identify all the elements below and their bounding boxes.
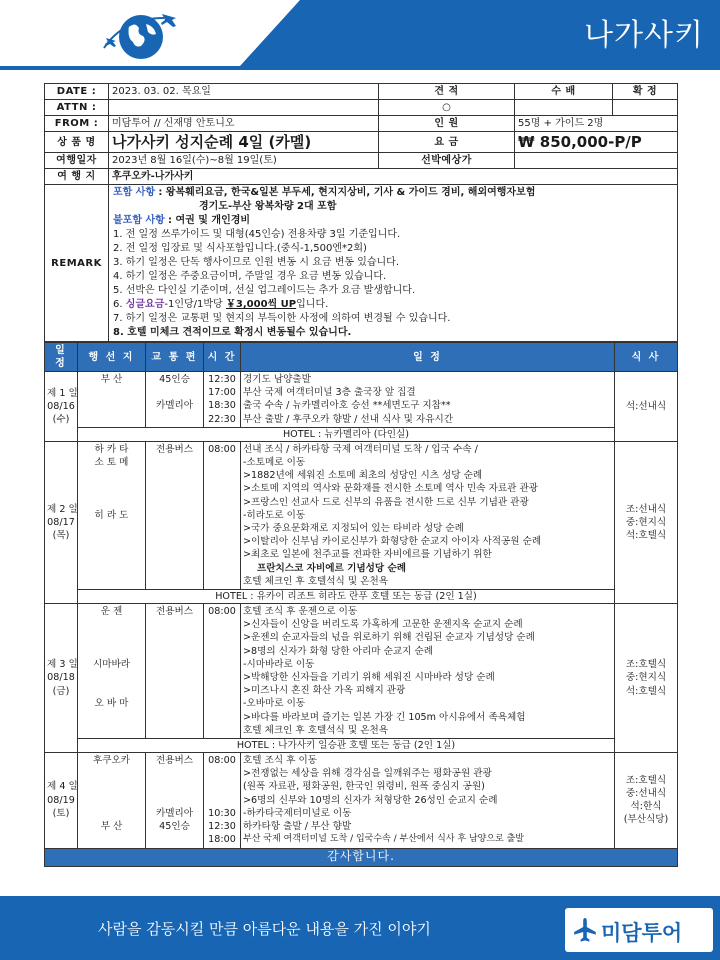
detail-line: >프랑스인 선교사 드로 신부의 유품을 전시한 드로 신부 기념관 관광 <box>243 496 529 508</box>
detail-line: 출국 수속 / 뉴카멜리아호 승선 **세면도구 지참** <box>243 400 451 412</box>
day-meals <box>615 372 678 442</box>
hotel-line: HOTEL : 나가사키 일승관 호텔 또는 동급 (2인 1실) <box>78 739 615 753</box>
day-number: 제 4 일 <box>47 781 78 793</box>
detail-line: >박해당한 신자들을 기리기 위해 세워진 시마바라 성당 순례 <box>243 672 495 684</box>
region-value: 후쿠오카-나가사키 <box>109 169 678 185</box>
place: 시마바라 <box>92 658 131 670</box>
status-mark: ○ <box>379 100 515 116</box>
detail-line: >8명의 신자가 화형 당한 아리마 순교지 순례 <box>243 645 433 657</box>
include-line <box>113 186 673 200</box>
detail-line: 부산 국제 여객터미널 도착 / 입국수속 / 부산에서 식사 후 남양으로 출발 <box>243 834 524 845</box>
day-weekday: (목) <box>52 530 70 542</box>
meal: 중:선내식 <box>625 788 667 800</box>
status-header-quote: 견 적 <box>379 84 515 100</box>
detail-line: >소토메 지역의 역사와 문화재를 전시한 소토메 역사 민속 자료관 관광 <box>243 483 538 495</box>
detail-line: 호텔 체크인 후 호텔석식 및 온천욕 <box>243 724 388 736</box>
day-weekday: (수) <box>52 414 70 425</box>
time: 12:30 <box>208 821 236 833</box>
transport: 45인승 <box>159 821 190 833</box>
page-title: 나가사키 <box>584 18 704 53</box>
item6-single: 싱글요금 <box>125 299 165 310</box>
time: 10:30 <box>208 807 236 819</box>
day-transport <box>146 441 204 589</box>
detail-line: >신자들이 신앙을 버리도록 가혹하게 고문한 운젠지옥 순교지 순례 <box>243 619 523 631</box>
day-date: 08/17 <box>47 516 75 528</box>
meal: 석:호텔식 <box>625 685 667 697</box>
info-table <box>44 83 678 342</box>
detail-line: >6명의 신부와 10명의 신자가 처형당한 26성인 순교지 순례 <box>243 794 498 806</box>
place: 부 산 <box>100 821 123 833</box>
meal: 조:호텔식 <box>625 659 667 671</box>
day-number: 제 1 일 <box>47 387 78 399</box>
remark-item-4: 4. 하기 일정은 주중요금이며, 주말일 경우 요금 변동 있습니다. <box>113 271 387 282</box>
thanks-banner: 감사합니다. <box>45 848 678 866</box>
ship-label: 선박예상가 <box>379 153 515 169</box>
day-meals <box>615 604 678 753</box>
day-meals <box>615 753 678 848</box>
time: 08:00 <box>208 606 236 618</box>
time: 18:30 <box>208 400 236 412</box>
sched-header-place: 행 선 지 <box>78 343 146 372</box>
meal: 석:한식 <box>630 801 662 813</box>
detail-line: 하카타항 출발 / 부산 향발 <box>243 821 352 833</box>
place: 하 카 타 <box>94 443 129 455</box>
day-meals <box>615 441 678 603</box>
day-row <box>45 372 678 428</box>
remark-item-6 <box>113 298 673 312</box>
include-label: 포함 사항 <box>113 187 156 198</box>
remark-item-1: 1. 전 일정 쓰루가이드 및 대형(45인승) 전용차량 3일 기준입니다. <box>113 229 401 240</box>
remark-item-3: 3. 하기 일정은 단독 행사이므로 인원 변동 시 요금 변동 있습니다. <box>113 257 400 268</box>
place: 후쿠오카 <box>92 755 131 767</box>
time: 18:00 <box>208 834 236 846</box>
exclude-label: 불포함 사항 <box>113 215 165 226</box>
schedule-table <box>44 342 678 867</box>
item6-prefix: 6. <box>113 299 126 310</box>
time: 22:30 <box>208 413 236 425</box>
globe-plane-icon <box>96 4 186 64</box>
from-value: 미담투어 // 신재명 안토니오 <box>109 116 379 132</box>
day-details <box>241 441 615 589</box>
footer-tagline: 사람을 감동시킬 만큼 아름다운 내용을 가진 이야기 <box>98 920 431 938</box>
day-details <box>241 753 615 848</box>
remark-item-5: 5. 선박은 다인실 기준이며, 선실 업그레이드는 추가 요금 발생합니다. <box>113 285 416 296</box>
day-transport <box>146 372 204 428</box>
transport: 전용버스 <box>155 755 194 767</box>
day-row <box>45 753 678 848</box>
day-label <box>45 372 78 442</box>
detail-line: -소토메로 이동 <box>243 457 306 469</box>
meal: 중:현지식 <box>625 672 667 684</box>
time: 08:00 <box>208 443 236 455</box>
time: 08:00 <box>208 755 236 767</box>
sched-header-detail: 일 정 <box>241 343 615 372</box>
detail-line: 프란치스코 자비에르 기념성당 순례 <box>257 562 407 574</box>
day-row <box>45 441 678 589</box>
from-label: FROM : <box>45 116 109 132</box>
detail-line: >이탈리아 신부님 카이로신부가 화형당한 순교지 아이자 사적공원 순례 <box>243 536 542 548</box>
detail-line: >국가 중요문화재로 지정되어 있는 타비라 성당 순례 <box>243 523 464 535</box>
meal: 석:선내식 <box>625 400 667 412</box>
attn-value <box>109 100 379 116</box>
detail-line: 호텔 체크인 후 호텔석식 및 온천욕 <box>243 575 388 587</box>
quote-document <box>44 83 677 867</box>
day-details <box>241 604 615 739</box>
detail-line: >최초로 일본에 천주교를 전파한 자비에르를 기념하기 위한 <box>243 549 492 561</box>
region-label: 여 행 지 <box>45 169 109 185</box>
attn-label: ATTN : <box>45 100 109 116</box>
detail-line: -시마바라로 이동 <box>243 658 315 670</box>
price-value: ₩ 850,000-P/P <box>515 132 678 153</box>
day-places <box>78 604 146 739</box>
remark-label: REMARK <box>45 185 109 342</box>
date-value: 2023. 03. 02. 목요일 <box>109 84 379 100</box>
detail-line: >1882년에 세워진 소토메 최초의 성당인 시츠 성당 순례 <box>243 470 483 482</box>
day-times <box>204 604 241 739</box>
place: 운 젠 <box>100 606 123 618</box>
status-header-confirm: 확 정 <box>613 84 678 100</box>
detail-line: 선내 조식 / 하카타항 국제 여객터미널 도착 / 입국 수속 / <box>243 443 478 455</box>
time: 12:30 <box>208 374 236 385</box>
day-label <box>45 604 78 753</box>
airplane-icon <box>571 916 599 944</box>
include-text: : 왕복훼리요금, 한국&일본 부두세, 현지지상비, 기사 & 가이드 경비, 해외여행자보험 <box>158 187 536 198</box>
transport: 전용버스 <box>155 606 194 618</box>
period-value: 2023년 8월 16일(수)~8월 19일(토) <box>109 153 379 169</box>
day-places <box>78 441 146 589</box>
status-arrange-cell <box>515 100 613 116</box>
brand-name: 미담투어 <box>601 921 683 945</box>
sched-header-transport: 교 통 편 <box>146 343 204 372</box>
day-times <box>204 753 241 848</box>
exclude-line <box>113 214 673 228</box>
detail-line: -하카타국제터미널로 이동 <box>243 807 352 819</box>
detail-line: 부산 출발 / 후쿠오카 향발 / 선내 식사 및 자유시간 <box>243 413 453 425</box>
item6-mid: -1인당/1박당 <box>164 299 226 310</box>
day-date: 08/18 <box>47 672 75 684</box>
day-details <box>241 372 615 428</box>
remark-item-7: 7. 하기 일정은 교통편 및 현지의 부득이한 사정에 의하여 변경될 수 있습니다. <box>113 313 451 324</box>
transport: 카멜리아 <box>155 807 194 819</box>
detail-line: >운젠의 순교자들의 넋을 위로하기 위해 건립된 순교자 기념성당 순례 <box>243 632 535 644</box>
day-weekday: (금) <box>52 685 70 697</box>
brand-logo <box>565 908 713 952</box>
detail-line: 호텔 조식 후 운젠으로 이동 <box>243 606 358 618</box>
remark-item-8: 8. 호텔 미체크 견적이므로 확정시 변동될수 있습니다. <box>113 327 352 338</box>
day-number: 제 2 일 <box>47 503 78 515</box>
day-label <box>45 441 78 603</box>
day-number: 제 3 일 <box>47 659 78 671</box>
transport: 카멜리아 <box>155 400 194 412</box>
sched-header-time: 시 간 <box>204 343 241 372</box>
date-label: DATE : <box>45 84 109 100</box>
detail-line: >전쟁없는 세상을 위해 경각심을 일깨워주는 평화공원 관광 <box>243 768 492 780</box>
day-weekday: (토) <box>52 807 70 819</box>
day-times <box>204 441 241 589</box>
transport: 45인승 <box>159 374 190 385</box>
item6-amount: ￥3,000씩 UP <box>225 299 297 310</box>
meal: 석:호텔식 <box>625 530 667 542</box>
people-value: 55명 + 가이드 2명 <box>515 116 678 132</box>
time: 17:00 <box>208 387 236 399</box>
product-label: 상 품 명 <box>45 132 109 153</box>
meal: 중:현지식 <box>625 516 667 528</box>
status-confirm-cell <box>613 100 678 116</box>
hotel-line: HOTEL : 유카이 리조트 히라도 란푸 호텔 또는 동급 (2인 1실) <box>78 590 615 604</box>
place: 오 바 마 <box>94 698 129 710</box>
hotel-line: HOTEL : 뉴카멜리아 (다인실) <box>78 427 615 441</box>
meal: 조:호텔식 <box>625 774 667 786</box>
ship-value <box>515 153 678 169</box>
detail-line: >미즈나시 혼진 화산 가옥 피해지 관광 <box>243 685 406 697</box>
price-label: 요 금 <box>379 132 515 153</box>
meal: 조:선내식 <box>625 503 667 515</box>
place: 부 산 <box>100 374 123 385</box>
day-places <box>78 372 146 428</box>
period-label: 여행일자 <box>45 153 109 169</box>
place: 소 토 메 <box>94 457 129 469</box>
detail-line: 경기도 남양출발 <box>243 374 311 385</box>
meal: (부산식당) <box>623 814 669 826</box>
day-row <box>45 604 678 739</box>
sched-header-meal: 식 사 <box>615 343 678 372</box>
day-times <box>204 372 241 428</box>
detail-line: 부산 국제 여객터미널 3층 출국장 앞 집결 <box>243 387 416 399</box>
detail-line: -히라도로 이동 <box>243 509 306 521</box>
transport: 전용버스 <box>155 443 194 455</box>
product-value: 나가사키 성지순례 4일 (카멜) <box>109 132 379 153</box>
detail-line: -오바마로 이동 <box>243 698 306 710</box>
exclude-text: : 여권 및 개인경비 <box>167 215 251 226</box>
day-date: 08/19 <box>47 794 75 806</box>
header-divider <box>0 66 720 70</box>
detail-line: >바다를 바라보며 즐기는 일본 가장 긴 105m 아시유에서 족욕체험 <box>243 711 526 723</box>
day-transport <box>146 753 204 848</box>
detail-line: 호텔 조식 후 이동 <box>243 755 318 767</box>
day-label <box>45 753 78 848</box>
item6-suffix: 입니다. <box>296 299 329 310</box>
day-places <box>78 753 146 848</box>
page-header <box>0 0 720 66</box>
people-label: 인 원 <box>379 116 515 132</box>
remark-content <box>109 185 678 342</box>
include-text2: 경기도-부산 왕복차량 2대 포함 <box>199 201 337 212</box>
status-header-arrange: 수 배 <box>515 84 613 100</box>
remark-item-2: 2. 전 일정 입장료 및 식사포함입니다.(중식-1,500엔*2회) <box>113 243 367 254</box>
day-date: 08/16 <box>47 400 75 412</box>
day-transport <box>146 604 204 739</box>
detail-line: (원폭 자료관, 평화공원, 한국인 위령비, 원폭 중심지 공원) <box>243 781 485 793</box>
place: 히 라 도 <box>94 509 129 521</box>
sched-header-day: 일 정 <box>45 343 78 372</box>
